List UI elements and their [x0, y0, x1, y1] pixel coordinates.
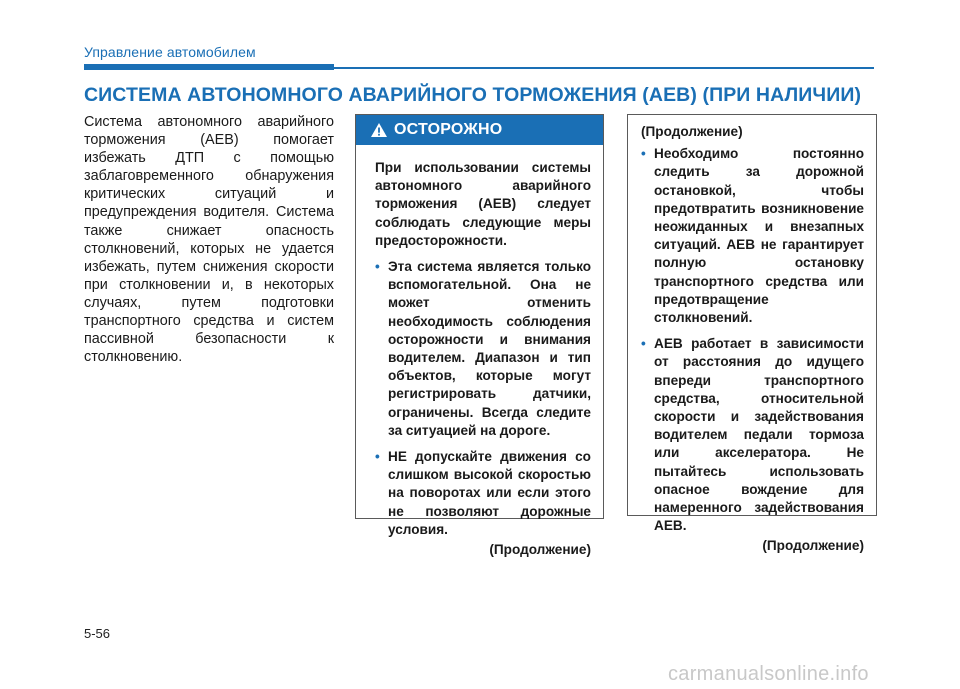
bullet-dot-icon: •	[375, 449, 380, 465]
continuation-bullet-text: AEB работает в зависимости от расстояния до идущего впереди транспортного средства, относительной скорости и задействования водителем педали тормоза или акселератора. Не пытайтесь использовать опасное вождение для намеренного задействования AEB.	[654, 336, 864, 534]
warning-bullet-2	[375, 448, 591, 539]
warning-intro: При использовании системы автономного аварийного торможения (AEB) следует соблюдать следующие меры предосторожности.	[375, 160, 591, 248]
continuation-continued: (Продолжение)	[762, 538, 864, 554]
warning-box	[355, 114, 604, 558]
warning-triangle-icon	[370, 122, 388, 138]
continuation-box	[627, 114, 877, 554]
warning-continued: (Продолжение)	[489, 542, 591, 558]
page-title: СИСТЕМА АВТОНОМНОГО АВАРИЙНОГО ТОРМОЖЕНИЯ (AEB) (ПРИ НАЛИЧИИ)	[84, 84, 862, 106]
warning-bullet-1	[375, 258, 591, 440]
section-label: Управление автомобилем	[84, 44, 256, 60]
continuation-bullet-text: Необходимо постоянно следить за дорожной остановкой, чтобы предотвратить возникновение неожиданных и внезапных ситуаций. AEB не гарантирует полную остановку транспортного средства или предотвращение столкновений.	[654, 146, 864, 326]
header-rule-thin	[334, 67, 874, 69]
warning-header	[356, 115, 603, 145]
continuation-bullet-2	[641, 335, 864, 535]
intro-paragraph: Система автономного аварийного торможения (AEB) помогает избежать ДТП с помощью заблаговременного обнаружения критических ситуаций и предупреждения водителя. Система также снижает опасность столкновений, которых не удается избежать, путем снижения скорости при столкновении и, в некоторых случаях, путем подготовки транспортного средства и систем пассивной безопасности к столкновению.	[84, 114, 334, 366]
watermark: carmanualsonline.info	[668, 663, 869, 685]
header-rule-thick	[84, 64, 334, 70]
warning-title: ОСТОРОЖНО	[394, 121, 503, 138]
continuation-header: (Продолжение)	[641, 124, 743, 139]
page-number: 5-56	[84, 626, 111, 641]
continuation-bullet-1	[641, 145, 864, 327]
warning-bullet-text: НЕ допускайте движения со слишком высокой скоростью на поворотах или если этого не позволяют дорожные условия.	[388, 449, 591, 537]
bullet-dot-icon: •	[641, 146, 646, 162]
warning-bullet-text: Эта система является только вспомогательной. Она не может отменить необходимость соблюдения осторожности и внимания водителем. Диапазон и тип объектов, которые могут регистрировать датчики, ограничены. Всегда следите за ситуацией на дороге.	[388, 259, 591, 438]
bullet-dot-icon: •	[375, 259, 380, 275]
bullet-dot-icon: •	[641, 336, 646, 352]
warning-body	[356, 145, 603, 559]
continuation-body	[628, 115, 876, 556]
